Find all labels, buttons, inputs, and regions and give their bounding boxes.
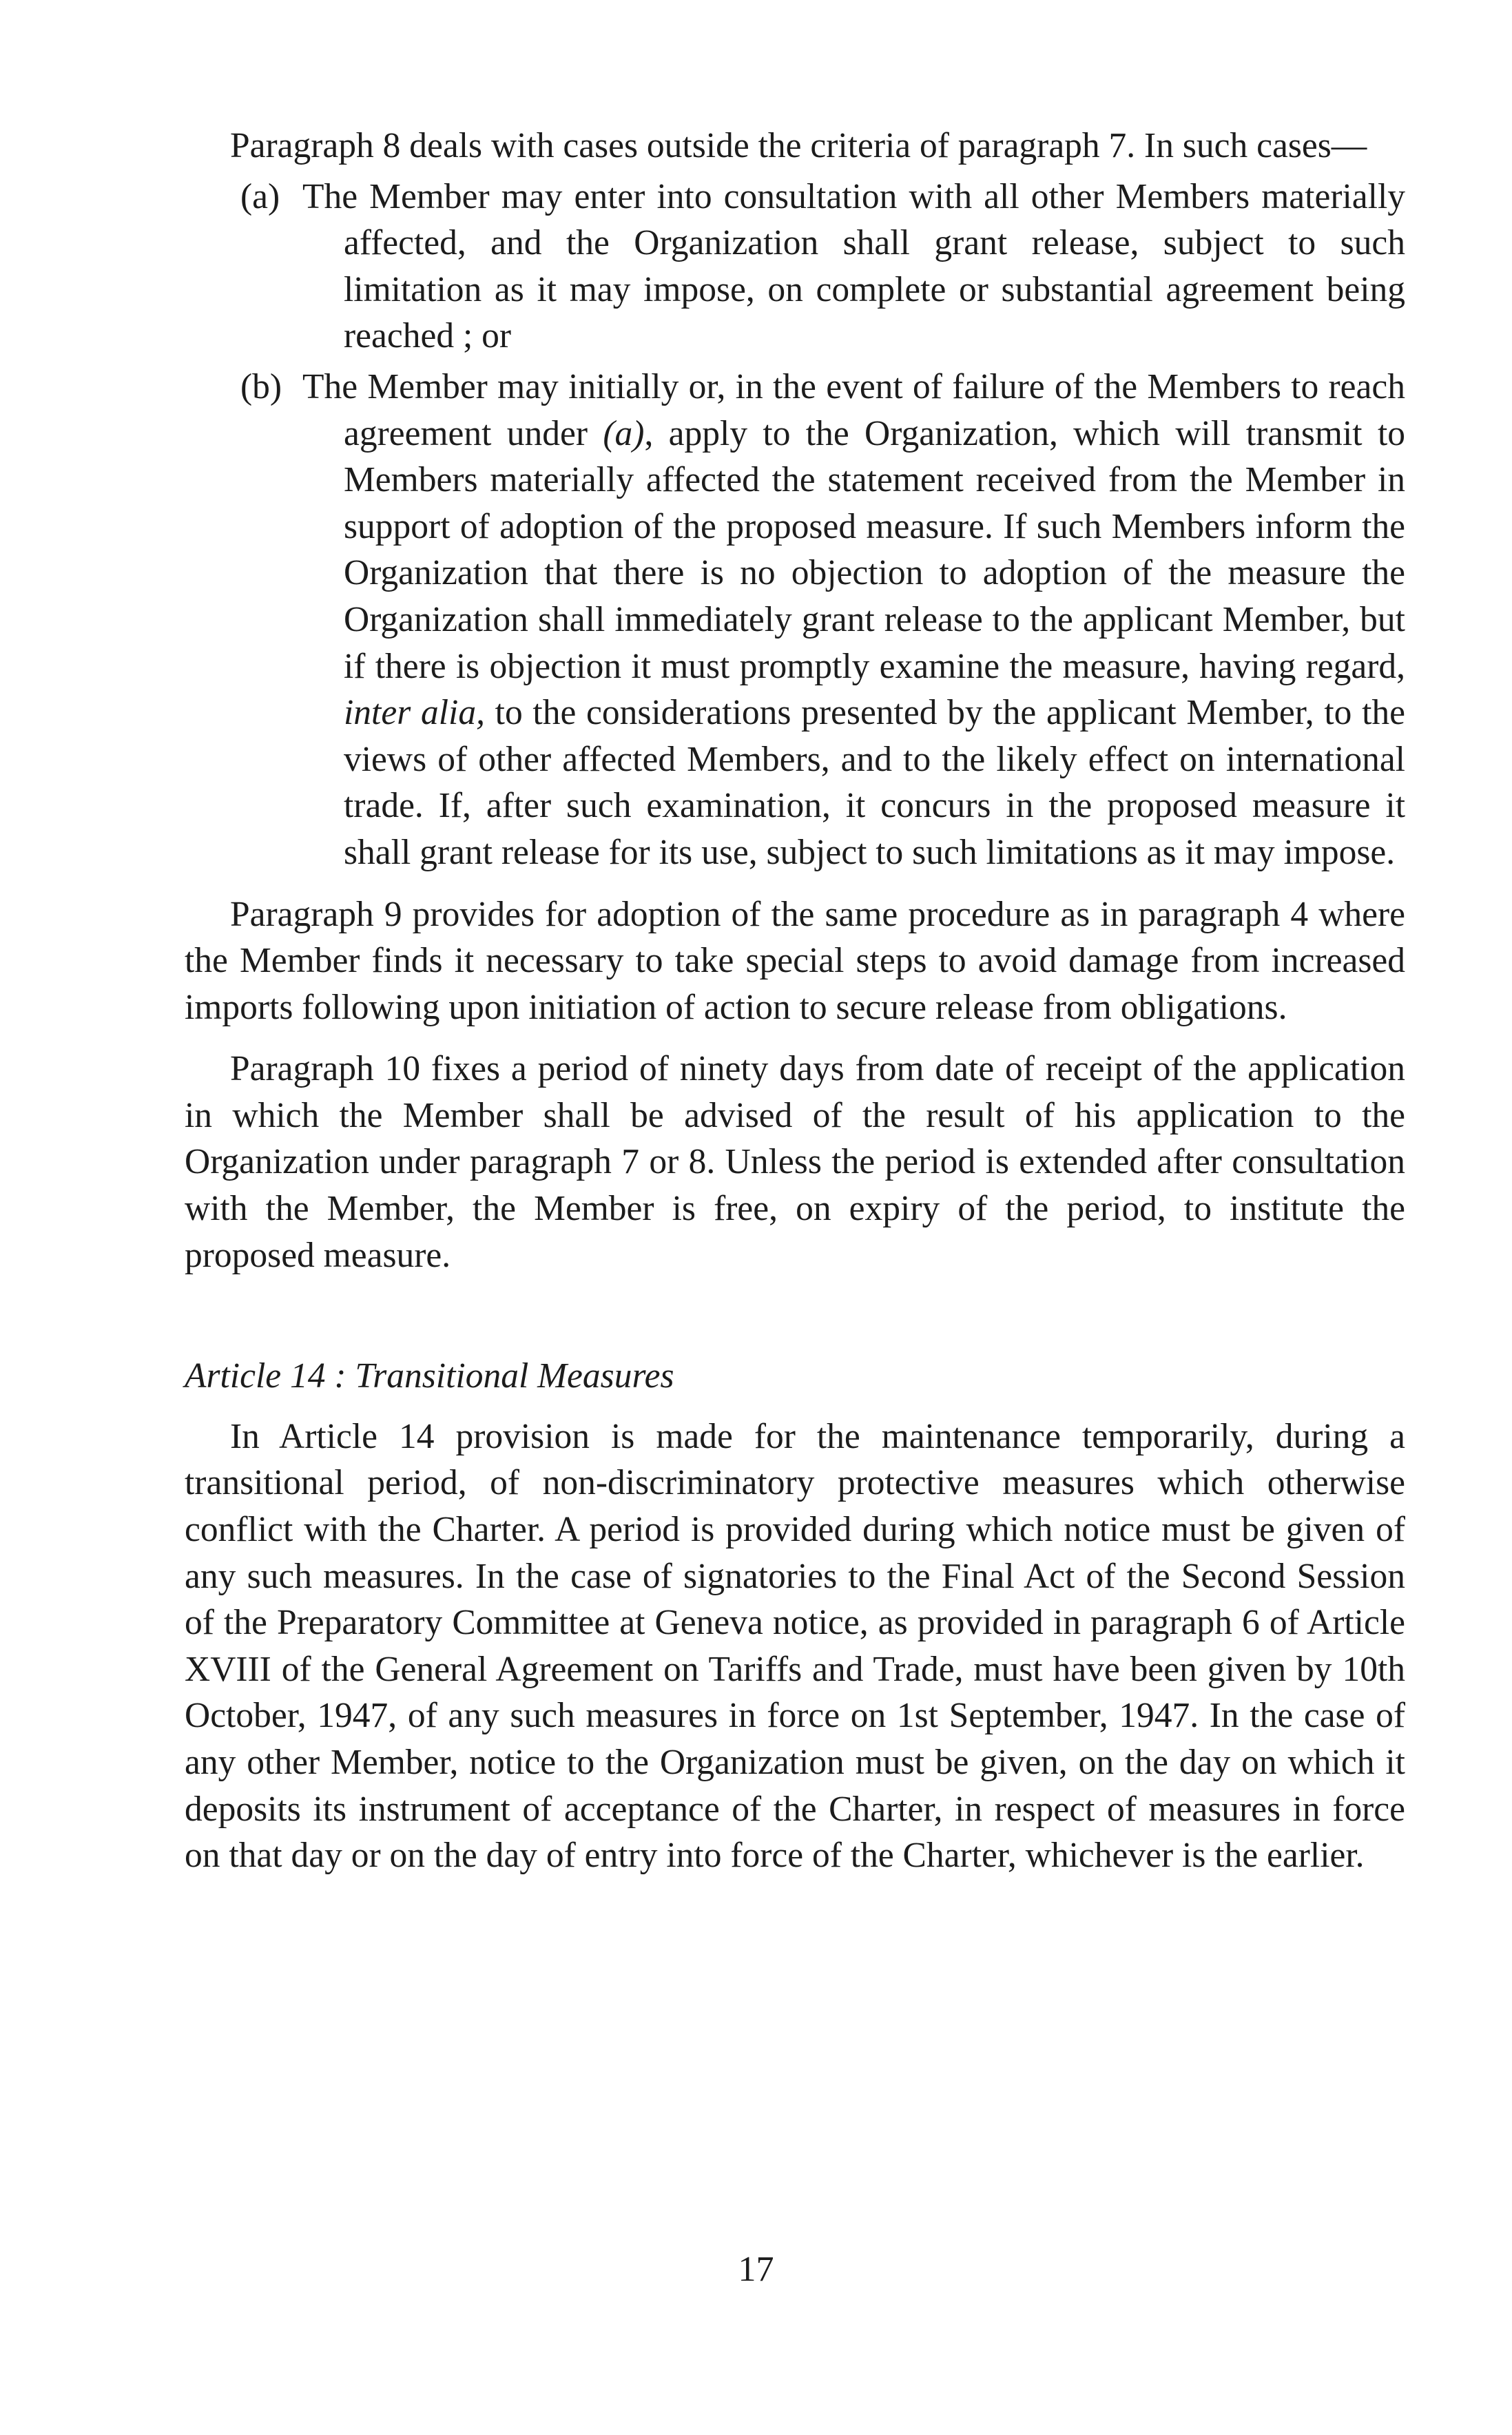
list-item-label: (b) [240,366,282,406]
list-item-label: (a) [240,176,280,216]
paragraph-8-intro: Paragraph 8 deals with cases outside the criteria of paragraph 7. In such cases— [230,126,1367,165]
paragraph-10: Paragraph 10 fixes a period of ninety days from date of receipt of the application in which the Member shall be advised of the result of his application to the Organization under paragraph 7 or 8. Unless the period is extended after consultation with the Member, the Member is free, on expiry of the period, to institute the proposed measure. [185,1049,1405,1275]
cases-list [185,174,1405,876]
section-heading: Article 14 : Transitional Measures [185,1356,674,1396]
paragraph-9: Paragraph 9 provides for adoption of the same procedure as in paragraph 4 where the Member finds it necessary to take special steps to avoid damage from increased imports following upon initiation of action to secure release from obligations. [185,894,1405,1027]
reference-a: (a) [603,413,645,453]
list-item-text: The Member may enter into consultation with all other Members materially affected, and the Organization shall grant release, subject to such limitation as it may impose, on complete or substantial agreement being reached ; or [302,176,1405,356]
list-item-text: , apply to the Organization, which will transmit to Members materially affected the statement received from the Member in support of adoption of the proposed measure. If such Members inform the Organization that there is no objection to adoption of the measure the Organization shall immediately grant release to the applicant Member, but if there is objection it must promptly examine the measure, having regard, [344,413,1405,686]
article-14-paragraph: In Article 14 provision is made for the maintenance temporarily, during a transitional period, of non-discriminatory protective measures which otherwise conflict with the Charter. A period is provided during which notice must be given of any such measures. In the case of signatories to the Final Act of the Second Session of the Preparatory Committee at Geneva notice, as provided in paragraph 6 of Article XVIII of the General Agreement on Tariffs and Trade, must have been given by 10th October, 1947, of any such measures in force on 1st September, 1947. In the case of any other Member, notice to the Organization must be given, on the day on which it deposits its instrument of acceptance of the Charter, in respect of measures in force on that day or on the day of entry into force of the Charter, whichever is the earlier. [185,1416,1405,1876]
list-item-text: to the considerations presented by the applicant Member, to the views of other affected Members, and to the likely effect on international trade. If, after such examination, it concurs in the proposed measure it shall grant release for its use, subject to such limitations as it may impose. [344,693,1406,872]
list-item-b [185,364,1405,876]
list-item-a [185,174,1405,360]
page-number: 17 [738,2250,774,2289]
list-item-text: The Member may initially or, in the event of failure of the Members to reach agreement under [302,366,1405,453]
inter-alia: inter alia, [344,693,485,733]
document-page [185,123,1405,1879]
